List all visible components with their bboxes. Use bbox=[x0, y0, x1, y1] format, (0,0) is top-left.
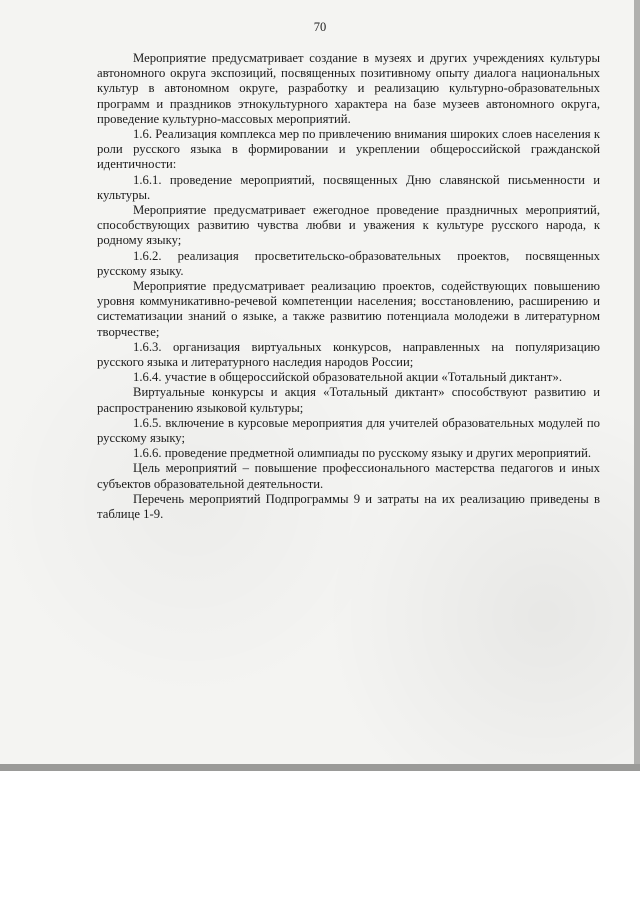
paragraph-9: Виртуальные конкурсы и акция «Тотальный диктант» способствуют развитию и распространению языковой культуры; bbox=[97, 385, 600, 415]
scan-edge-right bbox=[634, 0, 640, 770]
paragraph-6: Мероприятие предусматривает реализацию проектов, содействующих повышению уровня коммуникативно-речевой компетенции населения; восстановлению, расширению и систематизации знаний о языке, а также развитию потенциала молодежи в литературном творчестве; bbox=[97, 279, 600, 339]
paragraph-11: 1.6.6. проведение предметной олимпиады по русскому языку и других мероприятий. bbox=[133, 446, 592, 461]
paragraph-4: Мероприятие предусматривает ежегодное проведение праздничных мероприятий, способствующих развитию чувства любви и уважения к культуре русского народа, к родному языку; bbox=[97, 203, 600, 248]
page-number: 70 bbox=[313, 20, 327, 34]
paragraph-10: 1.6.5. включение в курсовые мероприятия для учителей образовательных модулей по русскому языку; bbox=[97, 415, 600, 446]
scan-edge-bottom bbox=[0, 764, 640, 771]
paragraph-5: 1.6.2. реализация просветительско-образовательных проектов, посвященных русскому языку. bbox=[97, 248, 600, 278]
paragraph-13: Перечень мероприятий Подпрограммы 9 и затраты на их реализацию приведены в таблице 1-9. bbox=[97, 491, 600, 522]
body-text bbox=[97, 51, 600, 522]
paragraph-12: Цель мероприятий – повышение профессионального мастерства педагогов и иных субъектов образовательной деятельности. bbox=[97, 461, 600, 491]
paragraph-2: 1.6. Реализация комплекса мер по привлечению внимания широких слоев населения к роли русского языка в формировании и укреплении общероссийской гражданской идентичности: bbox=[97, 127, 600, 172]
paragraph-7: 1.6.3. организация виртуальных конкурсов, направленных на популяризацию русского языка и литературного наследия народов России; bbox=[97, 339, 600, 370]
paragraph-1: Мероприятие предусматривает создание в музеях и других учреждениях культуры автономного округа экспозиций, посвященных позитивному опыту диалога национальных культур в автономном округе, разработку и реализацию культурно-образовательных программ и праздников этнокультурного характера на базе музеев автономного округа, проведение культурно-массовых мероприятий. bbox=[97, 51, 600, 126]
paragraph-8: 1.6.4. участие в общероссийской образовательной акции «Тотальный диктант». bbox=[133, 370, 562, 385]
paragraph-3: 1.6.1. проведение мероприятий, посвященных Дню славянской письменности и культуры. bbox=[97, 172, 600, 202]
